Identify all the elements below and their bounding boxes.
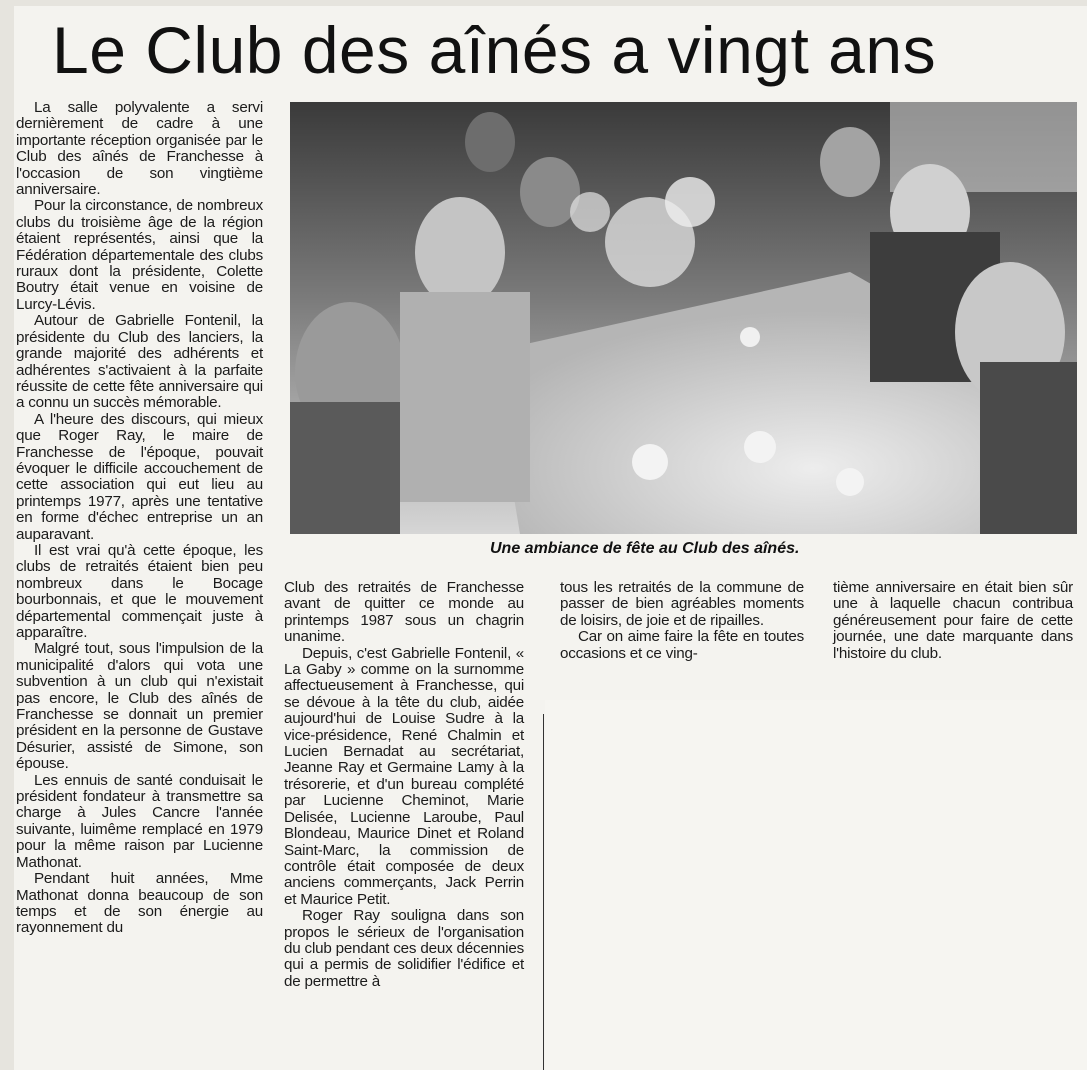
article-title: Le Club des aînés a vingt ans xyxy=(52,13,937,87)
margin-bleed-right-block xyxy=(545,700,1087,1070)
paragraph: Autour de Gabrielle Fontenil, la présidente du Club des lanciers, la grande majorité des adhérents et adhérentes s'activaient à la parfaite réussite de cette fête anniversaire qui a connu un succès mémorable. xyxy=(16,312,263,412)
article-column-1 xyxy=(16,100,263,937)
photo-caption: Une ambiance de fête au Club des aînés. xyxy=(490,540,800,557)
paragraph: Roger Ray souligna dans son propos le sérieux de l'organisation du club pendant ces deux décennies qui a permis de solidifier l'édifice et de permettre à xyxy=(284,907,524,990)
paragraph: tième anniversaire en était bien sûr une à laquelle chacun contribua généreusement pour faire de cette journée, une date marquante dans l'histoire du club. xyxy=(833,579,1073,662)
paragraph: Pour la circonstance, de nombreux clubs du troisième âge de la région étaient représentés, ainsi que la Fédération départementale des clubs ruraux dont la présidente, Colette Boutry était venue en voisine de Lurcy-Lévis. xyxy=(16,197,263,313)
paragraph: Depuis, c'est Gabrielle Fontenil, « La Gaby » comme on la surnomme affectueusement à Franchesse, qui se dévoue à la tête du club, aidée aujourd'hui de Louise Sudre à la vice-présidence, René Chalmin et Lucien Bernadat au secrétariat, Jeanne Ray et Germaine Lamy à la trésorerie, et d'un bureau complété par Lucienne Cheminot, Marie Delisée, Lucienne Laroube, Paul Blondeau, Maurice Dinet et Roland Saint-Marc, la commission de contrôle était composée de deux anciens commerçants, Jack Perrin et Maurice Petit. xyxy=(284,644,524,908)
paragraph: tous les retraités de la commune de passer de bien agréables moments de loisirs, de joie et de ripailles. xyxy=(560,579,804,629)
article-column-3 xyxy=(560,580,804,662)
paragraph: Pendant huit années, Mme Mathonat donna beaucoup de son temps et de son énergie au rayonnement du xyxy=(16,870,263,937)
paragraph: Il est vrai qu'à cette époque, les clubs de retraités étaient bien peu nombreux dans le Bocage bourbonnais, et que le mouvement départemental commençait juste à apparaître. xyxy=(16,541,263,641)
paragraph: A l'heure des discours, qui mieux que Roger Ray, le maire de Franchesse de l'époque, pouvait évoquer le difficile accouchement de cette association qui eut lieu au printemps 1977, après une tentative en forme d'échec entreprise un an auparavant. xyxy=(16,410,263,543)
photo-illustration xyxy=(290,102,1077,534)
paragraph: Malgré tout, sous l'impulsion de la municipalité d'alors qui vota une subvention à un club qui n'existait pas encore, le Club des aînés de Franchesse se donnait un premier président en la personne de Gustave Désurier, assisté de Simone, son épouse. xyxy=(16,640,263,773)
article-column-2 xyxy=(284,580,524,990)
article-column-4 xyxy=(833,580,1073,662)
paragraph: Les ennuis de santé conduisait le président fondateur à transmettre sa charge à Jules Cancre l'année suivante, luimême remplacé en 1979 pour la même raison par Lucienne Mathonat. xyxy=(16,771,263,871)
article-photo xyxy=(290,102,1077,534)
margin-bleed-left xyxy=(0,0,14,1070)
paragraph: Car on aime faire la fête en toutes occasions et ce ving- xyxy=(560,628,804,662)
column-rule xyxy=(543,714,544,1070)
paragraph: Club des retraités de Franchesse avant de quitter ce monde au printemps 1987 sous un chagrin unanime. xyxy=(284,579,524,646)
paragraph: La salle polyvalente a servi dernièrement de cadre à une importante réception organisée par le Club des aînés de Franchesse à l'occasion de son vingtième anniversaire. xyxy=(16,99,263,199)
